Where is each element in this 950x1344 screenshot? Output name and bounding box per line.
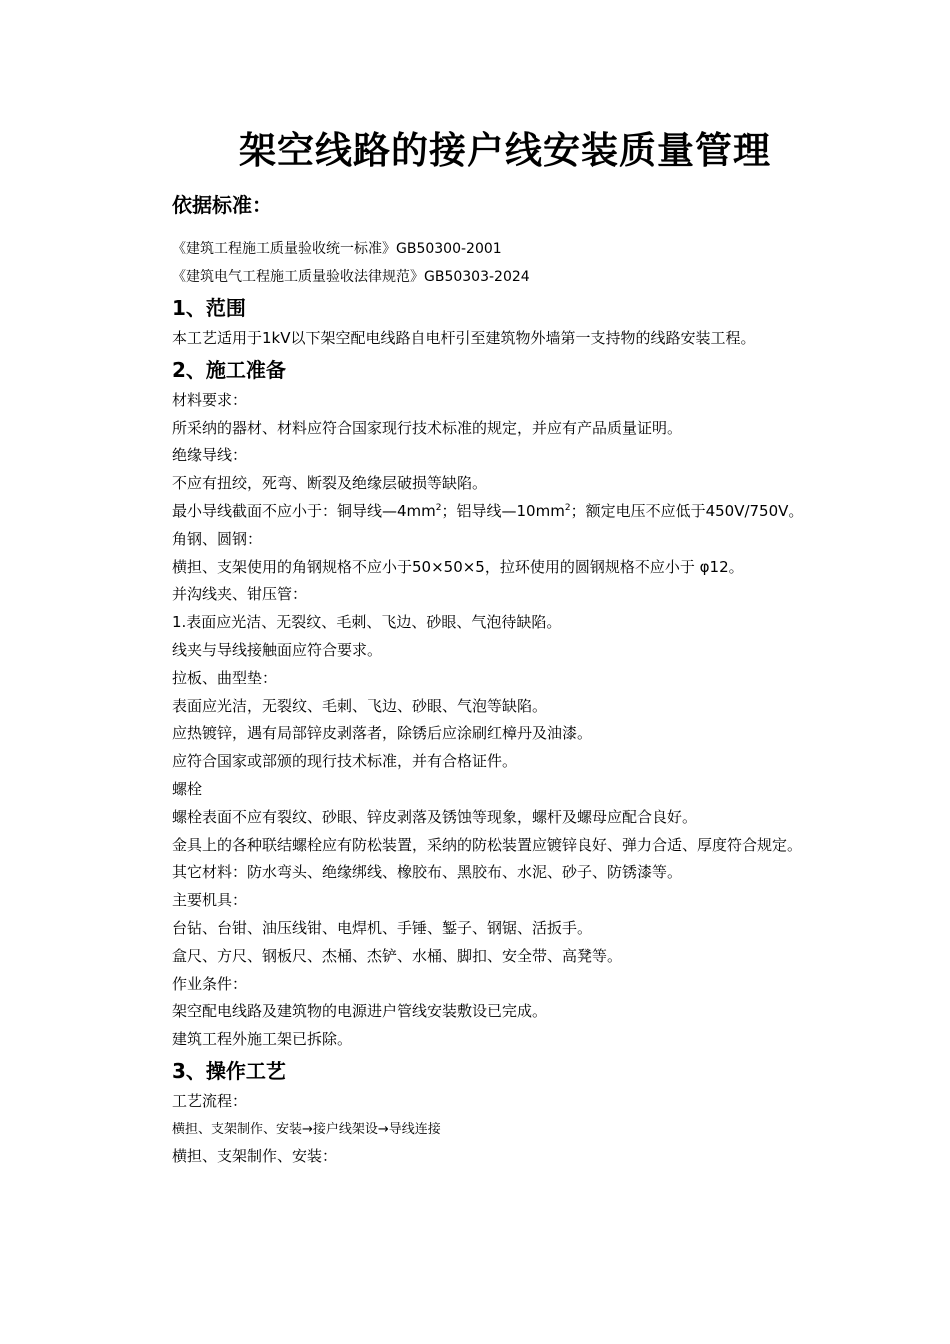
paragraph: 盒尺、方尺、钢板尺、杰桶、杰铲、水桶、脚扣、安全带、高凳等。 (172, 946, 623, 965)
section-heading-operation: 3、操作工艺 (172, 1058, 286, 1083)
paragraph: 表面应光洁，无裂纹、毛刺、飞边、砂眼、气泡等缺陷。 (172, 696, 548, 715)
process-flow: 横担、支架制作、安装→接户线架设→导线连接 (172, 1121, 441, 1137)
paragraph: 不应有扭绞，死弯、断裂及绝缘层破损等缺陷。 (172, 474, 488, 493)
document-body (172, 190, 840, 1171)
section-heading-preparation: 2、施工准备 (172, 357, 286, 382)
superscript: 2 (435, 502, 442, 513)
paragraph: 材料要求： (172, 390, 248, 409)
paragraph: 工艺流程： (172, 1091, 248, 1110)
text-run: ；额定电压不应低于450V/750V。 (570, 501, 804, 520)
section-heading-scope: 1、范围 (172, 296, 246, 320)
paragraph: 应符合国家或部颁的现行技术标准，并有合格证件。 (172, 752, 518, 771)
paragraph: 拉板、曲型垫： (172, 668, 278, 687)
paragraph: 架空配电线路及建筑物的电源进户管线安装敷设已完成。 (172, 1002, 548, 1021)
paragraph: 横担、支架制作、安装： (172, 1146, 338, 1165)
paragraph: 其它材料：防水弯头、绝缘绑线、橡胶布、黑胶布、水泥、砂子、防锈漆等。 (172, 863, 683, 882)
text-run: ；铝导线—10mm (441, 501, 565, 520)
paragraph: 作业条件： (172, 974, 248, 993)
paragraph: 线夹与导线接触面应符合要求。 (172, 640, 383, 659)
standard-item: 《建筑电气工程施工质量验收法律规范》GB50303-2024 (172, 269, 530, 285)
paragraph: 角钢、圆钢： (172, 529, 263, 548)
paragraph: 螺栓 (172, 779, 203, 798)
paragraph: 台钻、台钳、油压线钳、电焊机、手锤、錾子、钢锯、活扳手。 (172, 918, 593, 937)
document-title: 架空线路的接户线安装质量管理 (239, 128, 771, 172)
paragraph: 本工艺适用于1kV以下架空配电线路自电杆引至建筑物外墙第一支持物的线路安装工程。 (172, 329, 756, 347)
paragraph: 1.表面应光洁、无裂纹、毛刺、飞边、砂眼、气泡待缺陷。 (172, 613, 562, 632)
paragraph: 应热镀锌，遇有局部锌皮剥落者，除锈后应涂刷红樟丹及油漆。 (172, 724, 593, 743)
paragraph: 所采纳的器材、材料应符合国家现行技术标准的规定，并应有产品质量证明。 (172, 418, 683, 437)
paragraph-wire-section (172, 498, 840, 526)
paragraph: 主要机具： (172, 891, 248, 910)
paragraph: 螺栓表面不应有裂纹、砂眼、锌皮剥落及锈蚀等现象，螺杆及螺母应配合良好。 (172, 807, 698, 826)
paragraph: 建筑工程外施工架已拆除。 (172, 1030, 353, 1049)
superscript: 2 (564, 502, 571, 513)
text-run: 最小导线截面不应小于：铜导线—4mm (172, 501, 436, 520)
paragraph: 绝缘导线： (172, 446, 248, 465)
paragraph: 金具上的各种联结螺栓应有防松装置，采纳的防松装置应镀锌良好、弹力合适、厚度符合规定。 (172, 835, 803, 854)
basis-heading: 依据标准： (172, 193, 272, 217)
paragraph: 并沟线夹、钳压管： (172, 585, 308, 604)
standard-item: 《建筑工程施工质量验收统一标准》GB50300-2001 (172, 241, 502, 257)
paragraph: 横担、支架使用的角钢规格不应小于50×50×5，拉环使用的圆钢规格不应小于 φ12。 (172, 557, 744, 576)
